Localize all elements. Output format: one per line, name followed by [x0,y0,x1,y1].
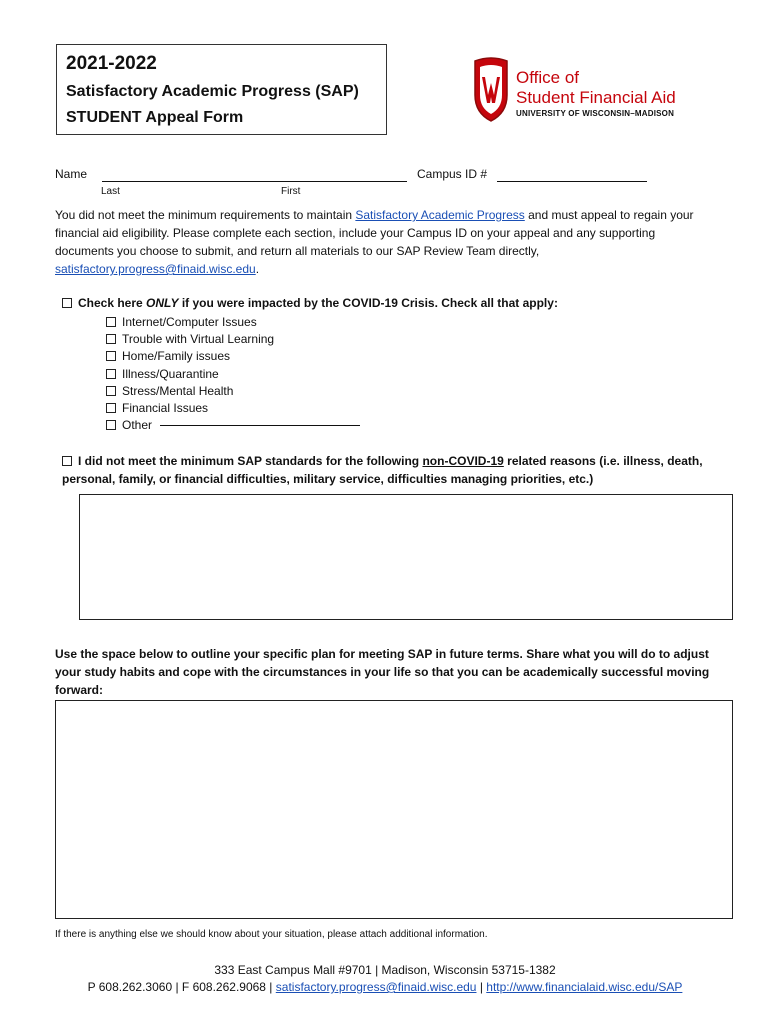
form-year: 2021-2022 [66,53,157,74]
plan-textarea[interactable] [55,700,733,919]
option-checkbox[interactable] [106,403,116,413]
footer-url-link[interactable]: http://www.financialaid.wisc.edu/SAP [486,980,683,994]
uw-crest-icon [472,55,510,123]
campus-id-label: Campus ID # [417,167,488,181]
option-checkbox[interactable] [106,351,116,361]
list-item: Illness/Quarantine [106,365,360,382]
footer-address: 333 East Campus Mall #9701 | Madison, Wisconsin 53715-1382 [214,963,556,977]
footer-email-link[interactable]: satisfactory.progress@finaid.wisc.edu [275,980,477,994]
option-checkbox[interactable] [106,317,116,327]
name-label: Name [55,167,88,181]
campus-id-field[interactable] [497,181,647,182]
list-item: Internet/Computer Issues [106,313,360,330]
option-checkbox[interactable] [106,420,116,430]
noncovid-section [62,452,722,488]
intro-text: You did not meet the minimum requirements to maintain [55,208,356,222]
additional-info-note: If there is anything else we should know about your situation, please attach additional information. [55,929,488,940]
email-link[interactable]: satisfactory.progress@finaid.wisc.edu [55,262,256,276]
list-item: Home/Family issues [106,348,360,365]
list-item: Trouble with Virtual Learning [106,330,360,347]
noncovid-reasons-textarea[interactable] [79,494,733,620]
covid-label: Check here ONLY if you were impacted by the COVID-19 Crisis. Check all that apply: [78,296,558,310]
logo-line1: Office of [516,68,579,87]
noncovid-label: I did not meet the minimum SAP standards for the following non-COVID-19 related reasons (i.e. illness, death, personal, family, or financial difficulties, military service, difficulties managing priorities, etc.) [62,454,703,486]
intro-paragraph [55,206,715,278]
covid-checkbox[interactable] [62,298,72,308]
intro-text-2: and must appeal to regain your financial aid eligibility. Please complete each section, include your Campus ID on your appeal and any supporting documents you choose to submit, and return all materials to our SAP Review Team directly, [55,208,694,258]
option-checkbox[interactable] [106,369,116,379]
form-title: Satisfactory Academic Progress (SAP) [66,83,359,100]
list-item: Stress/Mental Health [106,382,360,399]
list-item: Financial Issues [106,399,360,416]
other-field[interactable] [160,425,360,426]
intro-text-3: . [255,262,260,276]
last-name-label: Last [101,186,120,197]
footer-contact: P 608.262.3060 | F 608.262.9068 | satisfactory.progress@finaid.wisc.edu | http://www.financialaid.wisc.edu/SAP [87,980,683,994]
logo-line2: Student Financial Aid [516,88,676,107]
noncovid-checkbox[interactable] [62,456,72,466]
form-title-box [56,44,387,135]
logo-line3: UNIVERSITY OF WISCONSIN–MADISON [516,109,675,118]
first-name-label: First [281,186,301,197]
plan-instructions: Use the space below to outline your specific plan for meeting SAP in future terms. Share what you will do to adjust your study habits and cope with the circumstances in your life so that you can be academically successful moving forward: [55,647,710,697]
form-subtitle: STUDENT Appeal Form [66,109,244,126]
option-checkbox[interactable] [106,334,116,344]
covid-options-list [106,313,360,434]
list-item: Other [106,417,360,434]
name-field[interactable] [102,181,407,182]
sap-link[interactable]: Satisfactory Academic Progress [355,208,525,222]
covid-checkbox-row [62,296,558,310]
option-checkbox[interactable] [106,386,116,396]
